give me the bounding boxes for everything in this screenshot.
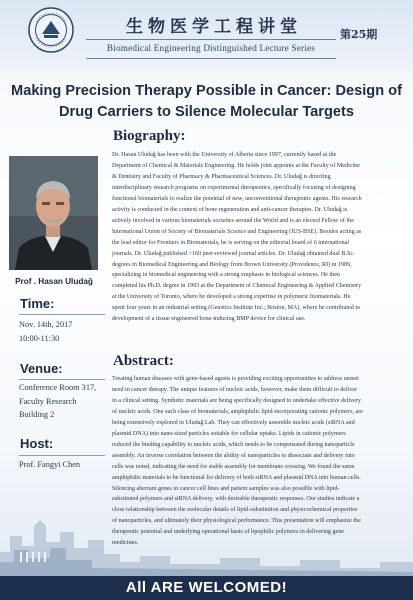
biography-line: specializing in biomedical engineering with a strong emphasis in biological sciences. He then [112,272,340,279]
abstract-line: of nucleic acids. One such class of biomaterials, amphiphilic lipid-incorporating cationic polymers, are [112,408,363,415]
venue-line: Conference Room 317, [19,383,97,392]
biography-line: interdisciplinary research programs on experimental therapeutics, specifically focusing of designing [112,184,356,191]
venue-line: Building 2 [19,410,55,419]
abstract-line: plasmid DNA) into nano-sized particles suitable for cellular uptake. Lipids in cationic polymers [112,430,346,437]
time-details [19,318,107,345]
abstract-line: Silencing aberrant genes in cancer cell lines and patient samples was also possible with lipid- [112,485,340,492]
abstract-line: in a clinical setting. Synthetic materials are being specifically designed to undertake effective delivery [112,397,361,404]
biography-text [112,150,403,325]
header-rule-top [86,39,336,40]
biography-line: Dr. Hasan Uludağ has been with the University of Alberta since 1997, currently based at the [112,152,337,158]
abstract-line: close relationship between the molecular details of lipid-substitution and physicochemical properties [112,507,358,514]
host-heading: Host: [20,436,54,451]
session-number: 第25期 [340,28,378,41]
biography-line: development of a tissue engineered bone-inducing BMP device for clinical use. [112,316,306,323]
abstract-line: reduced the binding capability to nucleic acids, which needs to be compensated during nanoparticle [112,441,355,448]
biography-line: completed his Ph.D. degree in 1993 at the Department of Chemical Engineering & Applied Chemistry [112,283,362,290]
event-date: Nov. 14th, 2017 [19,320,73,329]
biography-heading: Biography: [113,128,186,144]
speaker-name: Prof . Hasan Uludağ [15,277,93,286]
abstract-line: need in cancer therapy. The unique features of nucleic acids, however, make them difficult to deliver [112,386,358,393]
welcome-banner: All ARE WELCOMED! [125,579,288,596]
biography-line: spent four years in an industrial setting (Genetics Institute Inc.; Boston, MA), where he contributed to [112,305,361,312]
abstract-line: substituted polymers and siRNA delivery, with desirable therapeutic responses. Our studies indicate a [112,496,360,503]
host-rule [19,455,105,456]
abstract-line: cells was noted, indicating the need for stable assembly for membrane crossing. We found the same [112,463,355,470]
biography-line: International Union of Society of Biomaterials Science and Engineering (IUS-BSE). Besides acting as [112,228,362,235]
university-seal-icon [28,7,74,53]
time-heading: Time: [20,296,55,311]
speaker-portrait [9,156,98,270]
biography-line: journals. Dr. Uludağ published >160 peer-reviewed journal articles. Dr. Uludağ obtained dual B.Sc. [112,250,355,257]
venue-details [19,381,107,422]
abstract-line: amphiphilic materials to be functional for delivery of both siRNA and plasmid DNA into human cells. [112,474,361,481]
host-name: Prof. Fangyi Chen [19,460,81,469]
venue-line: Faculty Research [19,396,77,406]
abstract-text [112,374,403,549]
biography-line: functional biomaterials to realize the potential of new, unconventional therapeutic agents. His research [112,195,362,202]
abstract-line: being extensively explored in Uludağ Lab. They can effectively assemble nucleic acids (siRNA and [112,419,355,426]
abstract-line: therapeutic potential and underlying operational basis of lipophilic polymers in delivering gene [112,529,345,536]
time-rule [19,314,105,315]
biography-line: the lead editor for Frontiers in Biomaterials, he is serving on the editorial board of 6 international [112,239,350,246]
event-hours: 10:00-11:30 [19,333,60,343]
biography-line: Department of Chemical & Materials Engineering. He holds joint appoints at the Faculty of Medicine [112,162,360,169]
abstract-line: Treating human diseases with gene-based agents is providing exciting opportunities to address unmet [112,376,359,382]
venue-rule [19,379,105,380]
biography-line: & Dentistry and Faculty of Pharmacy & Pharmaceutical Sciences. Dr. Uludağ is directing [112,173,331,180]
biography-line: degrees in Biomedical Engineering and Biology from Brown University (Providence, RI) in 1989, [112,261,352,268]
header-rule-bottom [86,58,336,59]
header-band [0,0,413,72]
abstract-heading: Abstract: [113,353,174,369]
series-title-cn: 生物医学工程讲堂 [126,17,302,37]
abstract-line: of nanoparticles, and ultimately their physiological performance. This presentation will emphasize the [112,518,361,525]
abstract-line: assembly. An inverse correlation between the ability of nanoparticles to dissociate and delivery into [112,452,355,459]
biography-line: activity is conducted in the context of bone regeneration and anti-cancer therapies. Dr. Uludağ is [112,206,348,213]
biography-line: at the University of Toronto, where he developed a strong expertise in polymeric biomaterials. He [112,294,351,301]
venue-heading: Venue: [20,361,63,376]
abstract-line: medicines. [112,540,139,547]
biography-line: actively involved in various biomaterials societies around the World and is an elected Fellow of the [112,217,354,224]
series-title-en: Biomedical Engineering Distinguished Lecture Series [106,43,316,53]
lecture-title: Making Precision Therapy Possible in Cancer: Design of Drug Carriers to Silence Molecular Targets [11,83,402,120]
